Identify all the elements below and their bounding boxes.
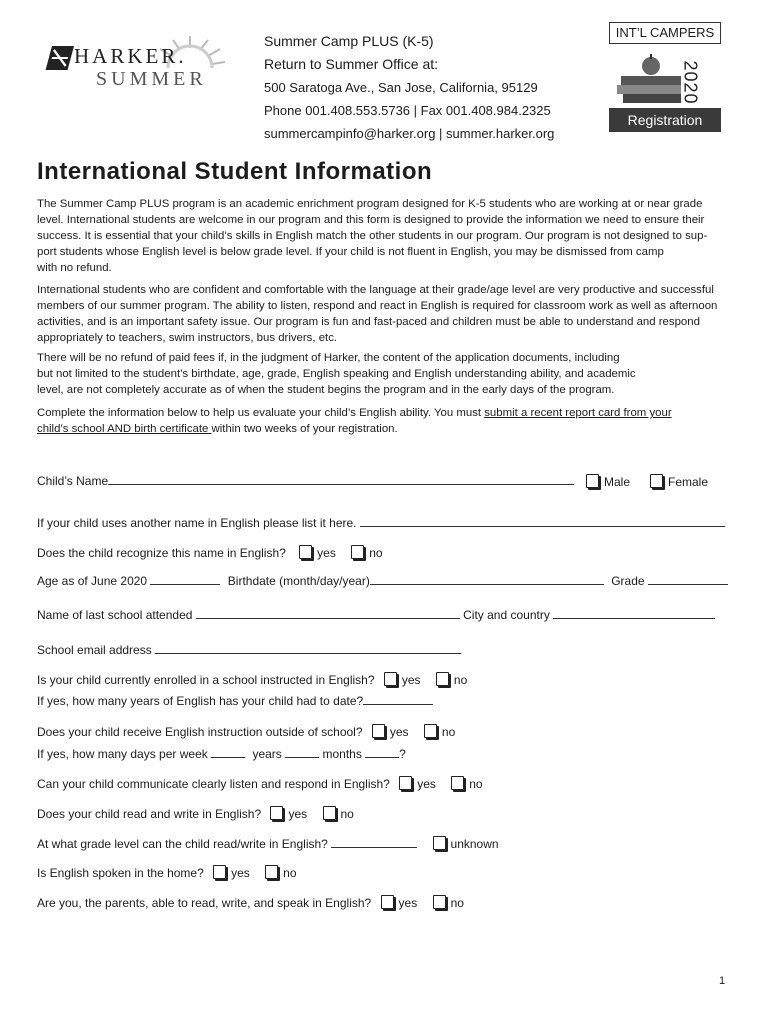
yes-label: yes [317,546,336,560]
childs-name-row [37,474,574,488]
logo-text-summer: SUMMER [96,68,207,90]
paragraph-line: activities, and is an important safety issue. Our program is fun and fast-paced and children must be able to understand and respond [37,316,700,328]
days-per-week-row: If yes, how many days per week years months ? [37,747,406,761]
other-name-row [37,516,725,530]
recognize-yes-checkbox[interactable] [299,545,312,559]
spoken-home-no-checkbox[interactable] [265,865,278,879]
read-write-no-checkbox[interactable] [323,806,336,820]
no-label: no [441,725,456,739]
last-school-label: Name of last school attended [37,608,193,622]
recognize-name-label: Does the child recognize this name in English? [37,546,286,560]
days-per-week-label: If yes, how many days per week [37,747,208,761]
books-apple-icon [615,52,687,108]
city-country-label: City and country [463,608,550,622]
female-label: Female [668,475,709,489]
harker-summer-logo [40,34,240,94]
report-card-requirement: submit a recent report card from your [484,407,672,419]
other-name-field[interactable] [360,516,725,527]
grade-level-field[interactable] [331,837,417,848]
paragraph-line: success. It is essential that your child’s skills in English match the other students in our program. Our program is not designed to sup- [37,230,708,242]
read-write-label: Does your child read and write in English? [37,807,262,821]
last-school-row [37,608,715,622]
registration-badge: Registration [609,108,721,132]
program-name: Summer Camp PLUS (K-5) [264,33,434,49]
return-to-label: Return to Summer Office at: [264,56,439,72]
communicate-yes-checkbox[interactable] [399,776,412,790]
spoken-home-yes-checkbox[interactable] [213,865,226,879]
parents-yes-checkbox[interactable] [381,895,394,909]
unknown-label: unknown [450,837,499,851]
female-option[interactable] [650,474,708,489]
paragraph-line: with no refund. [37,262,112,274]
birth-certificate-requirement: child’s school AND birth certificate [37,423,212,435]
no-label: no [450,896,464,910]
parents-able-row [37,895,464,910]
no-label: no [283,866,297,880]
read-write-row [37,806,354,821]
male-label: Male [604,475,631,489]
no-label: no [469,777,483,791]
page-number: 1 [719,975,726,987]
birthdate-label: Birthdate (month/day/year) [227,574,370,588]
office-email-web: summercampinfo@harker.org | summer.harker.org [264,126,555,141]
intro-paragraph-1 [37,196,747,276]
no-label: no [453,673,468,687]
instructions-paragraph [37,405,747,437]
yes-label: yes [389,725,409,739]
refund-paragraph [37,350,747,398]
age-field[interactable] [150,574,220,585]
paragraph-line: appropriately to teachers, swim instructors, bus drivers, etc. [37,332,338,344]
intro-paragraph-2 [37,282,747,346]
yes-label: yes [401,673,421,687]
paragraph-line: level. International students are welcome in our program and this form is designed to provide the information we need to ensure their [37,214,705,226]
spoken-home-label: Is English spoken in the home? [37,866,204,880]
paragraph-line: There will be no refund of paid fees if, in the judgment of Harker, the content of the application documents, including [37,352,620,364]
birthdate-field[interactable] [370,574,604,585]
grade-label: Grade [611,574,645,588]
grade-field[interactable] [648,574,728,585]
enrolled-yes-checkbox[interactable] [384,672,397,686]
parents-able-label: Are you, the parents, able to read, write, and speak in English? [37,896,372,910]
paragraph-line: The Summer Camp PLUS program is an academic enrichment program designed for K-5 students who are working at or near grade [37,198,703,210]
page-title: International Student Information [37,158,433,185]
school-email-row [37,643,461,657]
outside-instruction-row [37,724,455,739]
years-field[interactable] [285,747,319,758]
months-field[interactable] [365,747,399,758]
yes-label: yes [417,777,436,791]
enrolled-no-checkbox[interactable] [436,672,449,686]
year-text: 2020 [680,60,701,105]
no-label: no [369,546,383,560]
recognize-name-row [37,545,383,560]
enrolled-english-label: Is your child currently enrolled in a school instructed in English? [37,673,375,687]
male-checkbox[interactable] [586,474,599,488]
communicate-label: Can your child communicate clearly listen and respond in English? [37,777,390,791]
parents-no-checkbox[interactable] [433,895,446,909]
paragraph-line: level, are not completely accurate as of when the student begins the program and in the early days of the program. [37,384,615,396]
logo-text-harker: HARKER. [74,44,187,68]
grade-level-label: At what grade level can the child read/write in English? [37,837,328,851]
school-email-field[interactable] [155,643,461,654]
age-label: Age as of June 2020 [37,574,148,588]
yes-label: yes [231,866,250,880]
age-birthdate-grade-row [37,574,728,588]
childs-name-label: Child’s Name [37,474,109,488]
years-label: years [252,747,282,761]
years-english-field[interactable] [363,694,433,705]
unknown-checkbox[interactable] [433,836,446,850]
years-english-label: If yes, how many years of English has your child had to date? [37,694,364,708]
office-address: 500 Saratoga Ave., San Jose, California, 95129 [264,80,538,95]
years-english-row [37,694,433,708]
communicate-row [37,776,483,791]
childs-name-field[interactable] [108,474,574,485]
instructions-text: Complete the information below to help us evaluate your child’s English ability. You must [37,407,485,419]
female-checkbox[interactable] [650,474,663,488]
months-label: months [322,747,362,761]
grade-level-row [37,836,499,851]
paragraph-line: International students who are confident and comfortable with the language at their grade/age level are very productive and successful [37,284,714,296]
yes-label: yes [288,807,308,821]
city-country-field[interactable] [553,608,715,619]
enrolled-english-row [37,672,467,687]
school-email-label: School email address [37,643,152,657]
yes-label: yes [398,896,418,910]
outside-instruction-label: Does your child receive English instruction outside of school? [37,725,363,739]
office-contact-block [264,30,554,145]
read-write-yes-checkbox[interactable] [270,806,283,820]
paragraph-line: members of our summer program. The ability to listen, respond and react in English is required for classroom work as well as afternoon [37,300,718,312]
no-label: no [340,807,354,821]
paragraph-line: but not limited to the student’s birthdate, age, grade, English speaking and English understanding ability, and academic [37,368,636,380]
communicate-no-checkbox[interactable] [451,776,464,790]
male-option[interactable] [586,474,630,489]
office-phone-fax: Phone 001.408.553.5736 | Fax 001.408.984.2325 [264,103,551,118]
other-name-label: If your child uses another name in English please list it here. [37,516,357,530]
last-school-field[interactable] [196,608,460,619]
year-label [680,58,708,108]
spoken-home-row [37,865,297,880]
outside-yes-checkbox[interactable] [372,724,385,738]
intl-campers-badge: INT’L CAMPERS [609,22,721,44]
outside-no-checkbox[interactable] [424,724,437,738]
paragraph-line: port students whose English level is below grade level. If your child is not fluent in English, you may be dismissed from camp [37,246,664,258]
instructions-text-end: within two weeks of your registration. [211,423,398,435]
recognize-no-checkbox[interactable] [351,545,364,559]
days-per-week-field[interactable] [211,747,245,758]
